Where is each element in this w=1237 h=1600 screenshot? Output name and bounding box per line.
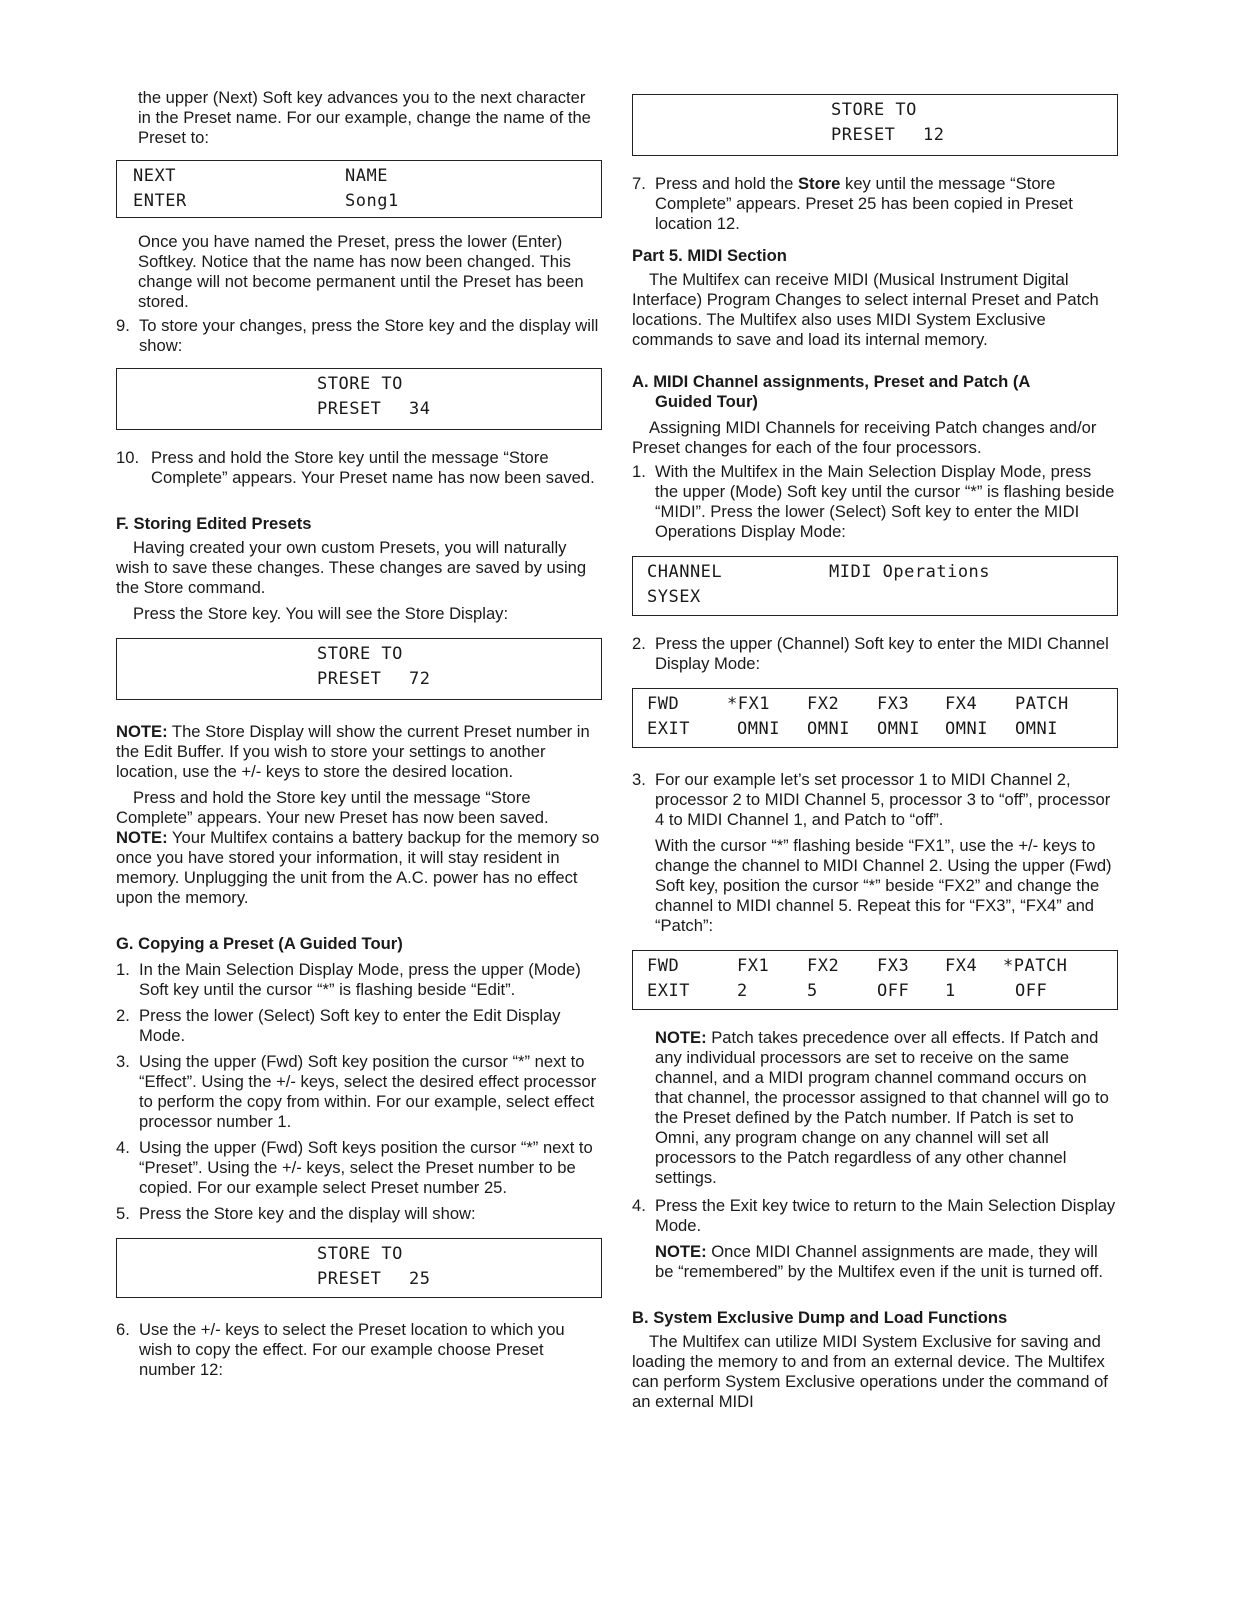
step-6 <box>116 1320 602 1380</box>
lcd-text: OMNI <box>737 719 780 739</box>
step-text: To store your changes, press the Store key and the display will show: <box>139 316 599 355</box>
step-number: 1. <box>632 462 646 481</box>
step-number: 10. <box>116 448 140 467</box>
lcd-text: MIDI Operations <box>829 562 991 582</box>
lcd-text: FWD <box>647 956 680 976</box>
store-key-label: Store <box>797 174 841 193</box>
section-f-heading: F. Storing Edited Presets <box>116 514 312 533</box>
lcd-text: EXIT <box>647 719 690 739</box>
step-number: 3. <box>116 1052 130 1071</box>
section-a-heading <box>632 372 1118 412</box>
step-number: 5. <box>116 1204 130 1223</box>
a-step-3 <box>632 770 1118 830</box>
lcd-text: STORE TO <box>831 100 917 120</box>
heading-line: Guided Tour) <box>655 392 758 411</box>
lcd-text: *PATCH <box>1003 956 1068 976</box>
step-text: key until the message “Store Complete” appears. Preset 25 has been copied in Preset location 12. <box>655 174 1073 233</box>
lcd-text: EXIT <box>647 981 690 1001</box>
step-7 <box>632 174 1118 234</box>
note-text: The Store Display will show the current Preset number in the Edit Buffer. If you wish to store your settings to another location, use the +/- keys to store the desired location. <box>116 722 590 781</box>
lcd-text: FX2 <box>807 956 840 976</box>
intro-text: the upper (Next) Soft key advances you to the next character in the Preset name. For our example, change the name of the Preset to: <box>138 88 591 147</box>
g-step-5 <box>116 1204 602 1224</box>
lcd-channel-omni <box>632 688 1118 748</box>
note-text: Your Multifex contains a battery backup for the memory so once you have stored your information, it will stay resident in memory. Unplugging the unit from the A.C. power has no effect upon the memory. <box>116 828 600 907</box>
lcd-store-12 <box>632 94 1118 156</box>
lcd-text: 72 <box>409 669 431 689</box>
section-b-heading: B. System Exclusive Dump and Load Functions <box>632 1308 1008 1327</box>
step-number: 2. <box>116 1006 130 1025</box>
step-text: Press the lower (Select) Soft key to enter the Edit Display Mode. <box>139 1006 561 1045</box>
step-text: Press and hold the <box>655 174 798 193</box>
step-number: 7. <box>632 174 646 193</box>
lcd-text: PRESET <box>317 399 382 419</box>
note-label: NOTE: <box>116 722 168 741</box>
lcd-text: FX4 <box>945 956 978 976</box>
step-9 <box>116 316 602 356</box>
step-text: Use the +/- keys to select the Preset location to which you wish to copy the effect. For our example choose Preset number 12: <box>139 1320 565 1379</box>
lcd-text: FX3 <box>877 956 910 976</box>
step-number: 1. <box>116 960 130 979</box>
a-step-1 <box>632 462 1118 542</box>
lcd-text: OFF <box>1015 981 1048 1001</box>
lcd-text: STORE TO <box>317 644 403 664</box>
lcd-text: FX3 <box>877 694 910 714</box>
lcd-text: NAME <box>345 166 388 186</box>
lcd-text: 34 <box>409 399 431 419</box>
lcd-text: FX4 <box>945 694 978 714</box>
named-paragraph: Once you have named the Preset, press the lower (Enter) Softkey. Notice that the name has now been changed. This change will not become permanent until the Preset has been stored. <box>138 232 584 311</box>
step-10 <box>116 448 602 488</box>
lcd-text: STORE TO <box>317 1244 403 1264</box>
lcd-text: OMNI <box>1015 719 1058 739</box>
lcd-text: *FX1 <box>727 694 770 714</box>
note-store-display <box>116 722 602 782</box>
a-step-2 <box>632 634 1118 674</box>
lcd-text: CHANNEL <box>647 562 723 582</box>
lcd-store-34 <box>116 368 602 430</box>
lcd-text: NEXT <box>133 166 176 186</box>
note-label: NOTE: <box>655 1242 707 1261</box>
a-step-3-detail: With the cursor “*” flashing beside “FX1”, use the +/- keys to change the channel to MIDI Channel 2. Using the upper (Fwd) Soft key, position the cursor “*” beside “FX2” and change the channel to MIDI channel 5. Repeat this for “FX3”, “FX4” and “Patch”: <box>655 836 1112 935</box>
step-text: Using the upper (Fwd) Soft key position the cursor “*” next to “Effect”. Using the +/- keys, select the desired effect processor to perform the copy from within. For our example, select effect processor number 1. <box>139 1052 597 1131</box>
lcd-store-72 <box>116 638 602 700</box>
lcd-text: PRESET <box>317 669 382 689</box>
step-number: 4. <box>632 1196 646 1215</box>
lcd-text: 12 <box>923 125 945 145</box>
step-text: Press the Exit key twice to return to the Main Selection Display Mode. <box>655 1196 1116 1235</box>
part-5-heading: Part 5. MIDI Section <box>632 246 787 265</box>
part-5-paragraph: The Multifex can receive MIDI (Musical Instrument Digital Interface) Program Changes to select internal Preset and Patch locations. The Multifex also uses MIDI System Exclusive commands to save and load its internal memory. <box>632 270 1099 349</box>
lcd-text: OMNI <box>807 719 850 739</box>
step-number: 3. <box>632 770 646 789</box>
step-text: Press and hold the Store key until the message “Store Complete” appears. Your Preset name has now been saved. <box>151 448 595 487</box>
lcd-text: 25 <box>409 1269 431 1289</box>
lcd-store-25 <box>116 1238 602 1298</box>
step-text: Using the upper (Fwd) Soft keys position the cursor “*” next to “Preset”. Using the +/- keys, select the Preset number to be copied. For our example select Preset number 25. <box>139 1138 593 1197</box>
lcd-text: PATCH <box>1015 694 1069 714</box>
lcd-text: FX2 <box>807 694 840 714</box>
lcd-text: STORE TO <box>317 374 403 394</box>
lcd-text: FWD <box>647 694 680 714</box>
section-f-instruction: Press the Store key. You will see the Store Display: <box>133 604 509 623</box>
step-text: Press the upper (Channel) Soft key to enter the MIDI Channel Display Mode: <box>655 634 1109 673</box>
lcd-text: 2 <box>737 981 748 1001</box>
lcd-channel-assigned <box>632 950 1118 1010</box>
section-a-intro: Assigning MIDI Channels for receiving Patch changes and/or Preset changes for each of the four processors. <box>632 418 1097 457</box>
lcd-text: PRESET <box>317 1269 382 1289</box>
step-text: Press the Store key and the display will show: <box>139 1204 476 1223</box>
step-number: 2. <box>632 634 646 653</box>
lcd-text: 5 <box>807 981 818 1001</box>
lcd-text: PRESET <box>831 125 896 145</box>
note-text: Once MIDI Channel assignments are made, they will be “remembered” by the Multifex even if the unit is turned off. <box>655 1242 1103 1281</box>
g-step-4 <box>116 1138 602 1198</box>
section-g-steps <box>116 960 602 1224</box>
g-step-2 <box>116 1006 602 1046</box>
lcd-text: 1 <box>945 981 956 1001</box>
note-battery <box>116 828 602 908</box>
step-text: For our example let’s set processor 1 to MIDI Channel 2, processor 2 to MIDI Channel 5, processor 3 to “off”, processor 4 to MIDI Channel 1, and Patch to “off”. <box>655 770 1111 829</box>
hold-store-paragraph: Press and hold the Store key until the message “Store Complete” appears. Your new Preset has now been saved. <box>116 788 549 827</box>
step-number: 6. <box>116 1320 130 1339</box>
lcd-text: Song1 <box>345 191 399 211</box>
section-b-paragraph: The Multifex can utilize MIDI System Exclusive for saving and loading the memory to and from an external device. The Multifex can perform System Exclusive operations under the command of an external MIDI <box>632 1332 1108 1411</box>
lcd-text: OFF <box>877 981 910 1001</box>
note-remembered <box>632 1242 1118 1282</box>
g-step-3 <box>116 1052 602 1132</box>
right-column <box>632 94 1118 1412</box>
step-number: 9. <box>116 316 130 335</box>
lcd-text: SYSEX <box>647 587 701 607</box>
lcd-text: ENTER <box>133 191 187 211</box>
note-label: NOTE: <box>116 828 168 847</box>
lcd-text: OMNI <box>877 719 920 739</box>
section-f-paragraph: Having created your own custom Presets, you will naturally wish to save these changes. These changes are saved by using the Store command. <box>116 538 587 597</box>
g-step-1 <box>116 960 602 1000</box>
lcd-midi-operations <box>632 556 1118 616</box>
lcd-text: FX1 <box>737 956 770 976</box>
note-text: Patch takes precedence over all effects. If Patch and any individual processors are set to receive on the same channel, and a MIDI program channel command occurs on that channel, the processor assigned to that channel will go to the Preset defined by the Patch number. If Patch is set to Omni, any program change on any channel will set all processors to the Patch regardless of any other channel settings. <box>655 1028 1109 1187</box>
a-step-4 <box>632 1196 1118 1236</box>
step-text: In the Main Selection Display Mode, press the upper (Mode) Soft key until the cursor “*” is flashing beside “Edit”. <box>139 960 581 999</box>
note-label: NOTE: <box>655 1028 707 1047</box>
lcd-name-display <box>116 160 602 218</box>
left-column <box>116 88 602 1380</box>
lcd-text: OMNI <box>945 719 988 739</box>
heading-line: A. MIDI Channel assignments, Preset and Patch (A <box>632 372 1031 391</box>
step-number: 4. <box>116 1138 130 1157</box>
step-text: With the Multifex in the Main Selection Display Mode, press the upper (Mode) Soft key until the cursor “*” is flashing beside “MIDI”. Press the lower (Select) Soft key to enter the MIDI Operations Display Mode: <box>655 462 1115 541</box>
section-g-heading: G. Copying a Preset (A Guided Tour) <box>116 934 403 953</box>
